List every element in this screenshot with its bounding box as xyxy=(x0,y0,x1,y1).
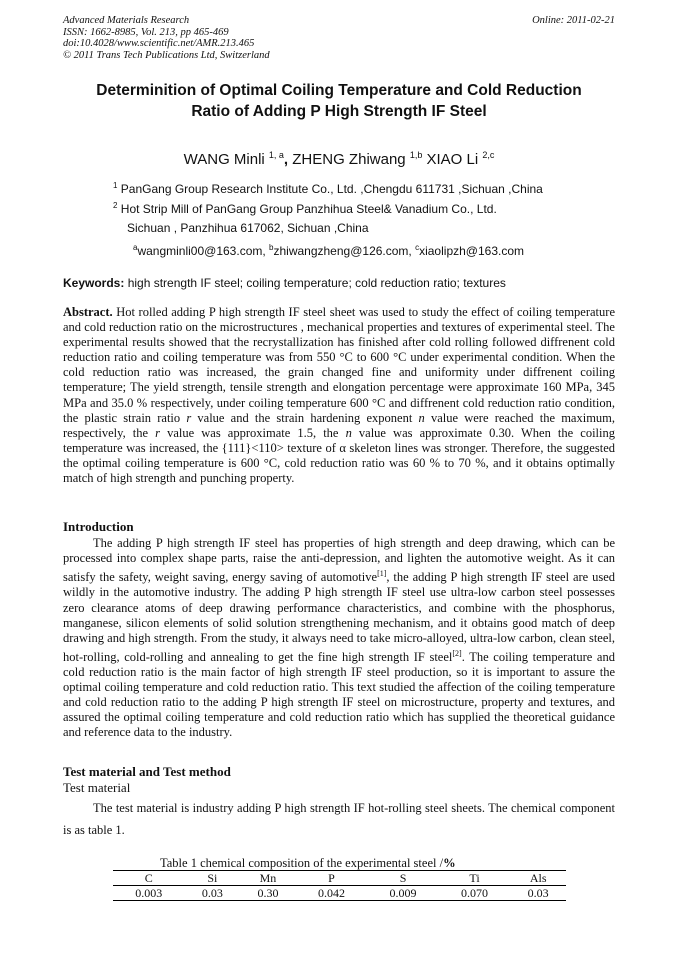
title-line-1: Determinition of Optimal Coiling Temperature and Cold Reduction xyxy=(96,82,582,99)
column-header: P xyxy=(296,871,368,886)
introduction-paragraph xyxy=(63,536,615,741)
author-name: XIAO Li xyxy=(426,151,479,168)
keywords-label: Keywords: xyxy=(63,276,125,290)
symbol-n: n xyxy=(418,410,425,425)
paper-title xyxy=(40,80,638,122)
journal-issn: ISSN: 1662-8985, Vol. 213, pp 465-469 xyxy=(63,26,229,38)
affiliation-sup: 1 xyxy=(113,181,118,190)
table-cell: 0.009 xyxy=(367,886,439,901)
abstract-text: value and the strain hardening exponent xyxy=(191,410,419,425)
subsection-heading-test-material: Test material xyxy=(63,780,131,795)
citation-ref: [2] xyxy=(452,648,462,658)
abstract-text: value was approximate 0.30. When the coiling temperature was increased, the {111}<110> texture of α skeleton lines was stronger. Therefore, the suggested the optimal coiling temperature is 600 °C, cold reduction ratio was 60 % to 70 %, and it obtains optimally match of high strength and punching property. xyxy=(63,425,616,486)
affiliation-text: PanGang Group Research Institute Co., Ltd. ,Chengdu 611731 ,Sichuan ,China xyxy=(120,182,543,196)
author-sup: 1, a xyxy=(268,150,284,160)
author-sup: 1,b xyxy=(409,150,423,160)
table-cell: 0.03 xyxy=(510,886,566,901)
table-caption xyxy=(160,856,456,871)
table-cell: 0.003 xyxy=(113,886,185,901)
keywords-text: high strength IF steel; coiling temperature; cold reduction ratio; textures xyxy=(124,276,506,290)
abstract-text: value was approximate 1.5, the xyxy=(160,425,346,440)
chemical-composition-table xyxy=(113,870,566,901)
author-name: ZHENG Zhiwang xyxy=(292,151,406,168)
column-header: Mn xyxy=(240,871,296,886)
email-line xyxy=(133,240,524,259)
email-a: wangminli00@163.com, xyxy=(137,244,270,258)
author-list: WANG Minli $^{1, a}$, ZHENG Zhiwang $^{1,b}$ XIAO Li $^{2,c}$ xyxy=(183,150,495,168)
intro-text: , the adding P high strength IF steel are used wildly in the automotive industry. The adding P high strength IF steel use ultra-low carbon steel possesses zero clearance atoms of deep drawing performance characteristics, and combine with the phosphorus, manganese, silicon elements of solid solution strengthening mechanism, and it obtains good match of deep drawing and high strength. From the study, it always need to take micro-alloyed, ultra-low carbon, clean steel, hot-rolling, cold-rolling and annealing to get the fine high strength IF steel xyxy=(63,570,616,664)
table-row xyxy=(113,886,566,901)
abstract-text: Hot rolled adding P high strength IF steel sheet was used to study the effect of coiling temperature and cold reduction ratio on the microstructures , mechanical properties and textures of experimental steel. The experimental results showed that the recrystallization has finished after cold rolling followed diffrenent cold reduction ratio and coiling temperature was from 550 °C to 600 °C under experimental condition. When the cold reduction ratio was increased, the grain changed fine and uniformity under diffrenent coiling temperature; The yield strength, tensile strength and elongation percentage were approximate 160 MPa, 345 MPa and 35.0 % respectively, under coiling temperature 600 °C and diffrenent cold reduction ratio condition, the plastic strain ratio xyxy=(63,305,615,425)
column-header: Si xyxy=(185,871,241,886)
section-heading-test: Test material and Test method xyxy=(63,764,231,779)
symbol-n: n xyxy=(345,425,352,440)
intro-text: The adding P high strength IF steel has properties of high strength and deep drawing, which can be processed into complex shape parts, raise the anti-depression, and lighten the automotive weight. As it can satisfy the safety, weight saving, energy saving of automotive xyxy=(63,536,615,585)
affiliation-2 xyxy=(113,198,497,217)
abstract xyxy=(63,305,615,486)
affiliation-1 xyxy=(113,178,543,197)
column-header: S xyxy=(367,871,439,886)
section-heading-introduction: Introduction xyxy=(63,519,134,534)
abstract-text: value were reached the maximum, respectively, the xyxy=(63,410,616,440)
symbol-r: r xyxy=(186,410,192,425)
journal-doi: doi:10.4028/www.scientific.net/AMR.213.465 xyxy=(63,38,255,49)
journal-name: Advanced Materials Research xyxy=(63,15,190,26)
column-header: C xyxy=(113,871,185,886)
table-cell: 0.070 xyxy=(439,886,511,901)
title-line-2: Ratio of Adding P High Strength IF Steel xyxy=(191,103,487,120)
table-cell: 0.03 xyxy=(185,886,241,901)
online-date: Online: 2011-02-21 xyxy=(532,15,615,26)
journal-copyright: © 2011 Trans Tech Publications Ltd, Switzerland xyxy=(63,49,270,61)
test-material-paragraph: The test material is industry adding P high strength IF hot-rolling steel sheets. The chemical component is as table 1. xyxy=(63,801,615,837)
email-sup: b xyxy=(269,243,274,252)
abstract-label: Abstract. xyxy=(63,305,113,319)
author-sup: 2,c xyxy=(482,150,495,160)
citation-ref: [1] xyxy=(377,569,387,579)
email-sup: a xyxy=(133,243,138,252)
email-sup: c xyxy=(415,243,420,252)
journal-header xyxy=(63,15,615,61)
symbol-r: r xyxy=(155,425,161,440)
column-header: Als xyxy=(510,871,566,886)
author-name: WANG Minli xyxy=(183,151,265,168)
email-c: xiaolipzh@163.com xyxy=(419,244,524,258)
email-b: zhiwangzheng@126.com, xyxy=(273,244,416,258)
table-caption-text: Table 1 chemical composition of the experimental steel / xyxy=(160,856,444,870)
affiliation-sup: 2 xyxy=(113,201,118,210)
table-cell: 0.042 xyxy=(296,886,368,901)
keywords xyxy=(63,276,506,290)
affiliation-2-line-2: Sichuan , Panzhihua 617062, Sichuan ,China xyxy=(127,221,369,235)
table-header-row xyxy=(113,871,566,886)
intro-text: . The coiling temperature and cold reduction ratio is the main factor of high strength IF steel production, so it is important to assure the optimal coiling temperature and cold reduction ratio. This text studied the affection of the coiling temperature and cold reduction ratio to the adding P high strength IF steel on microstructure, property and textures, and assured the optimal coiling temperature and cold reduction ratio which has supplied the theoretical guidance and reference data to the industry. xyxy=(63,649,615,740)
table-cell: 0.30 xyxy=(240,886,296,901)
table-unit: % xyxy=(443,856,456,870)
affiliation-text: Hot Strip Mill of PanGang Group Panzhihua Steel& Vanadium Co., Ltd. xyxy=(120,202,497,216)
column-header: Ti xyxy=(439,871,511,886)
